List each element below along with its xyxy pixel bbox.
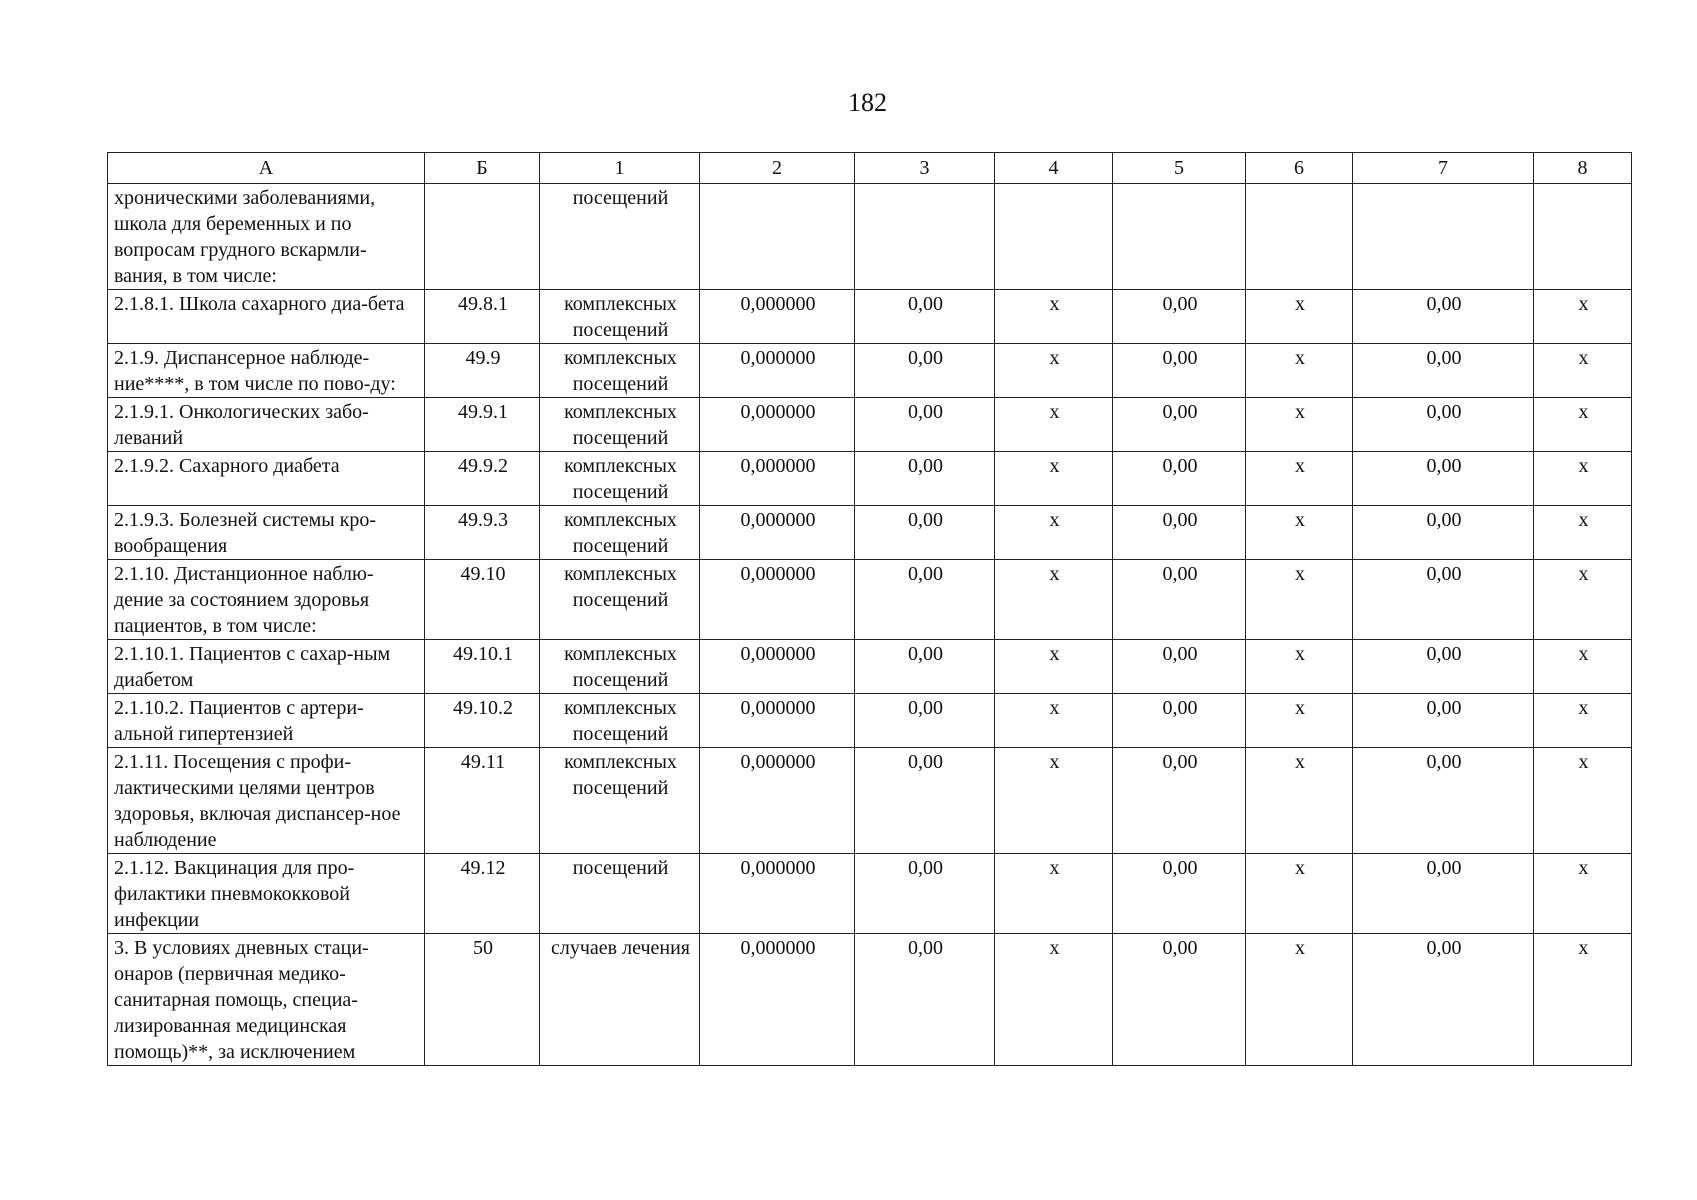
col-7-cell xyxy=(1353,184,1534,290)
row-code-cell: 49.10.1 xyxy=(425,640,540,694)
col-8-cell: х xyxy=(1534,398,1632,452)
unit-cell: посещений xyxy=(540,184,700,290)
row-name-cell: 2.1.8.1. Школа сахарного диа-бета xyxy=(108,290,425,344)
unit-cell: комплексных посещений xyxy=(540,506,700,560)
table-row xyxy=(108,398,1632,452)
col-5-cell: 0,00 xyxy=(1113,560,1246,640)
col-5-cell: 0,00 xyxy=(1113,398,1246,452)
unit-cell: комплексных посещений xyxy=(540,344,700,398)
column-header: А xyxy=(108,153,425,184)
table-row xyxy=(108,560,1632,640)
col-4-cell: х xyxy=(995,854,1113,934)
row-name-cell: 2.1.9.2. Сахарного диабета xyxy=(108,452,425,506)
col-3-cell: 0,00 xyxy=(855,560,995,640)
col-3-cell: 0,00 xyxy=(855,452,995,506)
table-row xyxy=(108,748,1632,854)
col-6-cell: х xyxy=(1246,694,1353,748)
col-6-cell: х xyxy=(1246,560,1353,640)
row-name-cell: 2.1.10.1. Пациентов с сахар-ным диабетом xyxy=(108,640,425,694)
col-8-cell: х xyxy=(1534,748,1632,854)
col-6-cell: х xyxy=(1246,506,1353,560)
col-6-cell: х xyxy=(1246,398,1353,452)
col-3-cell: 0,00 xyxy=(855,748,995,854)
col-5-cell: 0,00 xyxy=(1113,748,1246,854)
row-name-cell: 2.1.10. Дистанционное наблю-дение за состоянием здоровья пациентов, в том числе: xyxy=(108,560,425,640)
row-code-cell xyxy=(425,184,540,290)
row-name-cell: 2.1.9.1. Онкологических забо-леваний xyxy=(108,398,425,452)
col-8-cell: х xyxy=(1534,694,1632,748)
row-code-cell: 49.11 xyxy=(425,748,540,854)
row-code-cell: 49.8.1 xyxy=(425,290,540,344)
col-5-cell: 0,00 xyxy=(1113,640,1246,694)
col-8-cell: х xyxy=(1534,452,1632,506)
col-4-cell: х xyxy=(995,560,1113,640)
row-code-cell: 49.9.3 xyxy=(425,506,540,560)
col-2-cell: 0,000000 xyxy=(700,694,855,748)
col-2-cell: 0,000000 xyxy=(700,344,855,398)
col-2-cell: 0,000000 xyxy=(700,506,855,560)
data-table xyxy=(107,152,1632,1066)
col-7-cell: 0,00 xyxy=(1353,290,1534,344)
unit-cell: комплексных посещений xyxy=(540,694,700,748)
col-8-cell: х xyxy=(1534,854,1632,934)
col-6-cell: х xyxy=(1246,640,1353,694)
unit-cell: комплексных посещений xyxy=(540,748,700,854)
unit-cell: комплексных посещений xyxy=(540,398,700,452)
table-row xyxy=(108,452,1632,506)
row-name-cell: 3. В условиях дневных стаци-онаров (первичная медико-санитарная помощь, специа-лизированная медицинская помощь)**, за исключением xyxy=(108,934,425,1066)
row-name-cell: 2.1.12. Вакцинация для про-филактики пневмококковой инфекции xyxy=(108,854,425,934)
row-code-cell: 50 xyxy=(425,934,540,1066)
col-3-cell: 0,00 xyxy=(855,934,995,1066)
col-3-cell: 0,00 xyxy=(855,640,995,694)
col-4-cell: х xyxy=(995,344,1113,398)
table-body xyxy=(108,184,1632,1066)
col-2-cell: 0,000000 xyxy=(700,640,855,694)
col-5-cell: 0,00 xyxy=(1113,854,1246,934)
column-header: 3 xyxy=(855,153,995,184)
col-5-cell: 0,00 xyxy=(1113,344,1246,398)
column-header: 2 xyxy=(700,153,855,184)
row-name-cell: 2.1.9.3. Болезней системы кро-вообращения xyxy=(108,506,425,560)
unit-cell: посещений xyxy=(540,854,700,934)
unit-cell: случаев лечения xyxy=(540,934,700,1066)
row-code-cell: 49.9 xyxy=(425,344,540,398)
row-code-cell: 49.10 xyxy=(425,560,540,640)
row-code-cell: 49.10.2 xyxy=(425,694,540,748)
col-6-cell: х xyxy=(1246,290,1353,344)
col-8-cell: х xyxy=(1534,290,1632,344)
col-7-cell: 0,00 xyxy=(1353,452,1534,506)
table-row xyxy=(108,640,1632,694)
col-2-cell: 0,000000 xyxy=(700,398,855,452)
table-row xyxy=(108,694,1632,748)
col-3-cell: 0,00 xyxy=(855,506,995,560)
col-7-cell: 0,00 xyxy=(1353,748,1534,854)
col-7-cell: 0,00 xyxy=(1353,398,1534,452)
table-row xyxy=(108,934,1632,1066)
row-code-cell: 49.9.2 xyxy=(425,452,540,506)
col-2-cell: 0,000000 xyxy=(700,854,855,934)
col-3-cell xyxy=(855,184,995,290)
row-name-cell: хроническими заболеваниями, школа для беременных и по вопросам грудного вскармли-вания, в том числе: xyxy=(108,184,425,290)
table-row xyxy=(108,290,1632,344)
col-2-cell: 0,000000 xyxy=(700,748,855,854)
col-7-cell: 0,00 xyxy=(1353,854,1534,934)
table-row xyxy=(108,344,1632,398)
column-header: 7 xyxy=(1353,153,1534,184)
col-8-cell: х xyxy=(1534,934,1632,1066)
column-header: 8 xyxy=(1534,153,1632,184)
table-row xyxy=(108,854,1632,934)
row-name-cell: 2.1.9. Диспансерное наблюде-ние****, в том числе по пово-ду: xyxy=(108,344,425,398)
row-name-cell: 2.1.11. Посещения с профи-лактическими целями центров здоровья, включая диспансер-ное наблюдение xyxy=(108,748,425,854)
column-header: 1 xyxy=(540,153,700,184)
col-3-cell: 0,00 xyxy=(855,398,995,452)
col-8-cell xyxy=(1534,184,1632,290)
col-4-cell: х xyxy=(995,748,1113,854)
col-8-cell: х xyxy=(1534,560,1632,640)
col-5-cell: 0,00 xyxy=(1113,290,1246,344)
row-code-cell: 49.9.1 xyxy=(425,398,540,452)
table-row xyxy=(108,506,1632,560)
col-5-cell: 0,00 xyxy=(1113,506,1246,560)
col-4-cell xyxy=(995,184,1113,290)
col-4-cell: х xyxy=(995,398,1113,452)
col-7-cell: 0,00 xyxy=(1353,344,1534,398)
table-row xyxy=(108,184,1632,290)
row-name-cell: 2.1.10.2. Пациентов с артери-альной гипертензией xyxy=(108,694,425,748)
page-number: 182 xyxy=(848,88,887,117)
col-7-cell: 0,00 xyxy=(1353,506,1534,560)
col-2-cell: 0,000000 xyxy=(700,290,855,344)
column-header: 5 xyxy=(1113,153,1246,184)
col-3-cell: 0,00 xyxy=(855,344,995,398)
col-6-cell: х xyxy=(1246,748,1353,854)
col-7-cell: 0,00 xyxy=(1353,934,1534,1066)
header-row xyxy=(108,153,1632,184)
col-4-cell: х xyxy=(995,452,1113,506)
col-6-cell: х xyxy=(1246,854,1353,934)
row-code-cell: 49.12 xyxy=(425,854,540,934)
col-2-cell: 0,000000 xyxy=(700,934,855,1066)
column-header: 4 xyxy=(995,153,1113,184)
col-2-cell: 0,000000 xyxy=(700,452,855,506)
col-8-cell: х xyxy=(1534,506,1632,560)
col-4-cell: х xyxy=(995,290,1113,344)
col-5-cell: 0,00 xyxy=(1113,694,1246,748)
unit-cell: комплексных посещений xyxy=(540,290,700,344)
col-5-cell: 0,00 xyxy=(1113,934,1246,1066)
col-6-cell: х xyxy=(1246,344,1353,398)
column-header: Б xyxy=(425,153,540,184)
col-7-cell: 0,00 xyxy=(1353,560,1534,640)
col-7-cell: 0,00 xyxy=(1353,694,1534,748)
col-8-cell: х xyxy=(1534,344,1632,398)
col-4-cell: х xyxy=(995,506,1113,560)
col-2-cell xyxy=(700,184,855,290)
col-5-cell: 0,00 xyxy=(1113,452,1246,506)
column-header: 6 xyxy=(1246,153,1353,184)
col-3-cell: 0,00 xyxy=(855,290,995,344)
col-6-cell: х xyxy=(1246,452,1353,506)
col-5-cell xyxy=(1113,184,1246,290)
unit-cell: комплексных посещений xyxy=(540,560,700,640)
col-8-cell: х xyxy=(1534,640,1632,694)
col-4-cell: х xyxy=(995,694,1113,748)
unit-cell: комплексных посещений xyxy=(540,452,700,506)
col-6-cell xyxy=(1246,184,1353,290)
col-2-cell: 0,000000 xyxy=(700,560,855,640)
col-6-cell: х xyxy=(1246,934,1353,1066)
col-3-cell: 0,00 xyxy=(855,854,995,934)
col-4-cell: х xyxy=(995,934,1113,1066)
col-7-cell: 0,00 xyxy=(1353,640,1534,694)
unit-cell: комплексных посещений xyxy=(540,640,700,694)
col-4-cell: х xyxy=(995,640,1113,694)
col-3-cell: 0,00 xyxy=(855,694,995,748)
